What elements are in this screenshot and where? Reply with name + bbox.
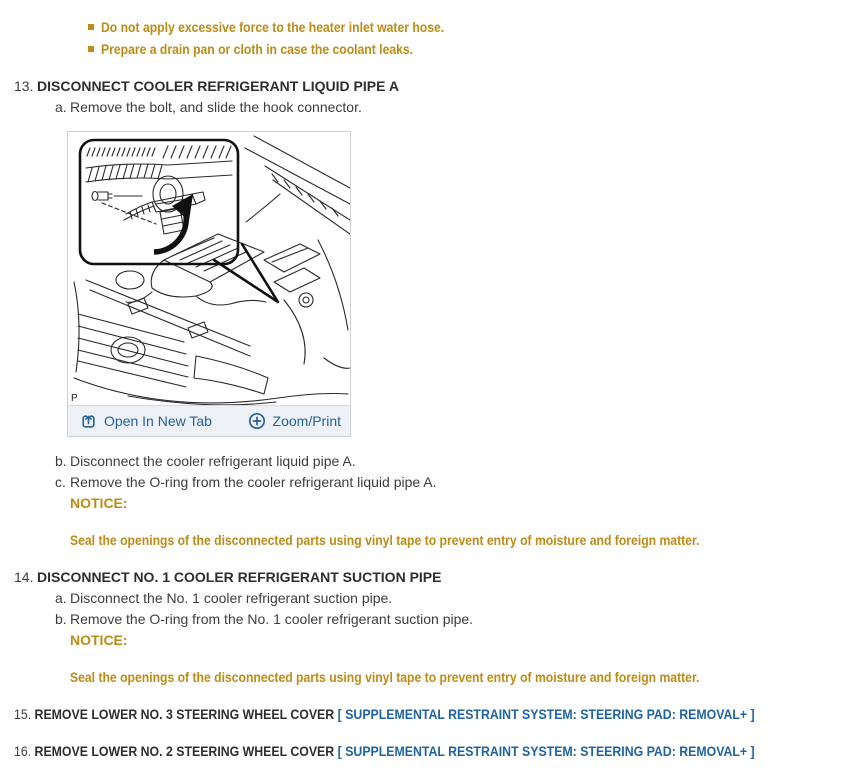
step-number: 15. bbox=[14, 706, 32, 722]
substep-label: c. bbox=[55, 474, 66, 490]
step-16 bbox=[14, 741, 845, 762]
notice-label: NOTICE: bbox=[70, 632, 128, 648]
substep-text: Remove the O-ring from the No. 1 cooler refrigerant suction pipe. bbox=[70, 611, 474, 627]
step-title: DISCONNECT NO. 1 COOLER REFRIGERANT SUCTION PIPE bbox=[37, 569, 442, 585]
substep-c bbox=[55, 472, 845, 493]
step-number: 16. bbox=[14, 743, 32, 759]
open-in-new-tab-button[interactable] bbox=[80, 413, 212, 430]
notice-bullet-list bbox=[88, 16, 845, 60]
open-in-new-tab-label: Open In New Tab bbox=[104, 413, 212, 429]
figure-corner-label: P bbox=[71, 393, 78, 404]
callout-pointer-triangle bbox=[214, 244, 278, 302]
substep-text: Remove the bolt, and slide the hook connector. bbox=[70, 99, 362, 115]
substep-label: a. bbox=[55, 590, 67, 606]
notice-item-text: Do not apply excessive force to the heater inlet water hose. bbox=[101, 19, 445, 35]
notice-item-text: Prepare a drain pan or cloth in case the coolant leaks. bbox=[101, 41, 414, 57]
step-number: 14. bbox=[14, 569, 34, 585]
figure-panel bbox=[67, 131, 351, 437]
zoom-print-button[interactable] bbox=[248, 412, 341, 430]
substep-text: Disconnect the No. 1 cooler refrigerant suction pipe. bbox=[70, 590, 393, 606]
substep-text: Remove the O-ring from the cooler refrigerant liquid pipe A. bbox=[70, 474, 437, 490]
substep-b bbox=[55, 451, 845, 472]
zoom-print-label: Zoom/Print bbox=[272, 413, 341, 429]
zoom-plus-icon bbox=[248, 412, 266, 430]
step-number: 13. bbox=[14, 78, 34, 94]
bullet-square-icon bbox=[88, 46, 94, 52]
substep-b bbox=[55, 609, 845, 630]
rotate-arrow bbox=[154, 194, 193, 252]
notice-block bbox=[70, 630, 845, 688]
step-15 bbox=[14, 704, 845, 725]
substep-text: Disconnect the cooler refrigerant liquid pipe A. bbox=[70, 453, 356, 469]
step-title: REMOVE LOWER NO. 3 STEERING WHEEL COVER bbox=[34, 706, 335, 722]
open-in-new-tab-icon bbox=[80, 413, 97, 430]
notice-body-text: Seal the openings of the disconnected parts using vinyl tape to prevent entry of moisture and foreign matter. bbox=[70, 669, 700, 685]
substep-a bbox=[55, 588, 845, 609]
step-title: REMOVE LOWER NO. 2 STEERING WHEEL COVER bbox=[34, 743, 335, 759]
step-title: DISCONNECT COOLER REFRIGERANT LIQUID PIPE A bbox=[37, 78, 399, 94]
notice-label: NOTICE: bbox=[70, 495, 128, 511]
removal-procedure-link[interactable]: [ SUPPLEMENTAL RESTRAINT SYSTEM: STEERING PAD: REMOVAL+ ] bbox=[337, 706, 755, 722]
callout-detail-box bbox=[80, 140, 238, 264]
notice-block bbox=[70, 493, 845, 551]
substep-label: a. bbox=[55, 99, 67, 115]
figure-toolbar bbox=[68, 405, 350, 436]
notice-body-text: Seal the openings of the disconnected parts using vinyl tape to prevent entry of moisture and foreign matter. bbox=[70, 532, 700, 548]
notice-item bbox=[88, 16, 845, 38]
removal-procedure-link[interactable]: [ SUPPLEMENTAL RESTRAINT SYSTEM: STEERING PAD: REMOVAL+ ] bbox=[337, 743, 755, 759]
step-14 bbox=[14, 567, 845, 688]
substep-a bbox=[55, 97, 845, 118]
figure-illustration bbox=[68, 132, 350, 405]
notice-item bbox=[88, 38, 845, 60]
bullet-square-icon bbox=[88, 24, 94, 30]
substep-label: b. bbox=[55, 611, 67, 627]
engine-bay-line-drawing bbox=[68, 132, 350, 405]
substep-label: b. bbox=[55, 453, 67, 469]
step-13 bbox=[14, 76, 845, 551]
